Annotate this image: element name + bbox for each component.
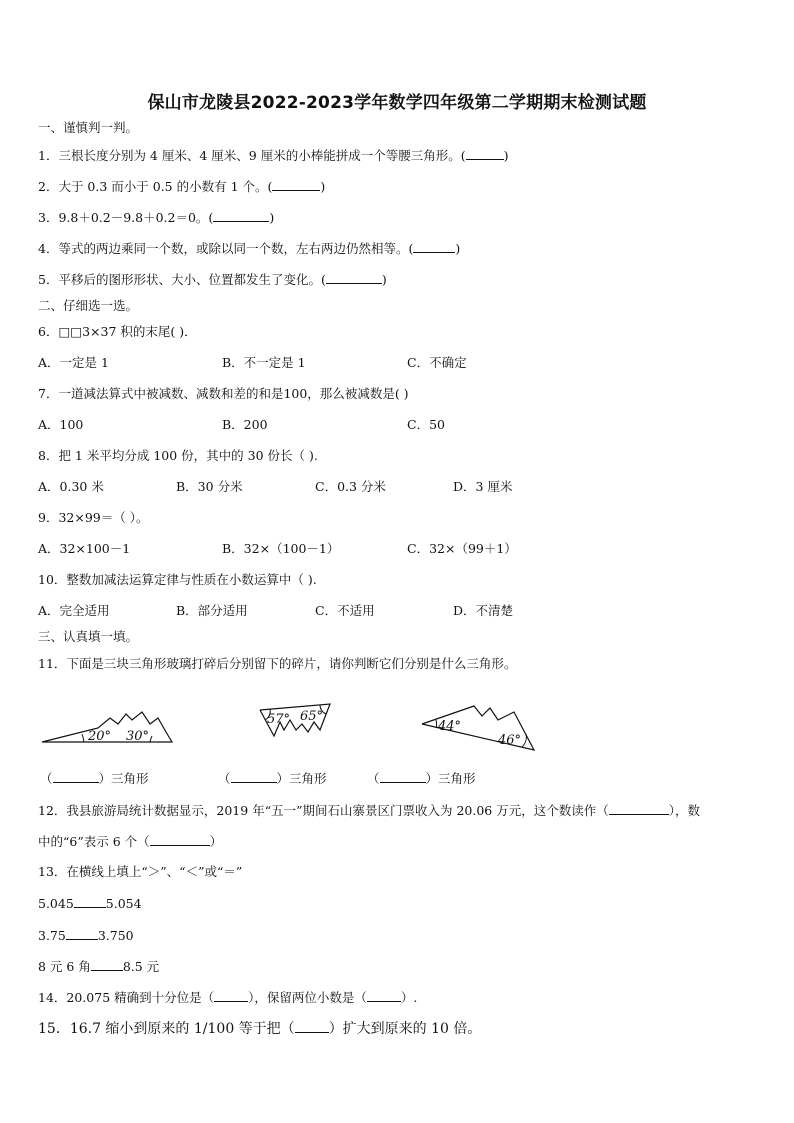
section-heading-fill: 三、认真填一填。	[38, 629, 139, 644]
question-12-line-2: 中的“6”表示 6 个（ ）	[38, 834, 223, 849]
question-2: 2．大于 0.3 而小于 0.5 的小数有 1 个。( )	[38, 179, 326, 194]
question-6-text: 6．□□3×37 积的末尾( )．	[38, 324, 197, 339]
section-heading-choose: 二、仔细选一选。	[38, 298, 139, 313]
question-1: 1．三根长度分别为 4 厘米、4 厘米、9 厘米的小棒能拼成一个等腰三角形。( )	[38, 148, 509, 163]
q14-answer-blank-2[interactable]	[367, 989, 401, 1002]
triangle-fragment-3-figure	[418, 702, 538, 752]
q13-compare-3: 8 元 6 角 8.5 元	[38, 959, 160, 974]
question-15: 15．16.7 缩小到原来的 1/100 等于把（ ）扩大到原来的 10 倍。	[38, 1021, 482, 1037]
q8-option-c[interactable]: C．0.3 分米	[315, 479, 386, 494]
q9-option-b[interactable]: B．32×（100－1）	[222, 541, 340, 556]
q12-answer-blank-1[interactable]	[609, 802, 669, 815]
q13-compare-blank-2[interactable]	[66, 927, 98, 940]
triangle-fragment-1-figure	[38, 706, 178, 748]
question-13-text: 13．在横线上填上“＞”、“＜”或“＝”	[38, 864, 243, 879]
angle-label-44: 44°	[438, 719, 462, 734]
question-14: 14．20.075 精确到十分位是（ ），保留两位小数是（ ）.	[38, 990, 418, 1005]
q9-option-a[interactable]: A．32×100－1	[38, 541, 131, 556]
answer-blank-4[interactable]	[413, 240, 455, 253]
question-1-text: 1．三根长度分别为 4 厘米、4 厘米、9 厘米的小棒能拼成一个等腰三角形。(	[38, 148, 466, 163]
question-3: 3．9.8＋0.2－9.8＋0.2＝0。( )	[38, 210, 275, 225]
answer-blank-1[interactable]	[466, 147, 504, 160]
question-5-text: 5．平移后的图形形状、大小、位置都发生了变化。(	[38, 272, 326, 287]
q11-answer-1: （ ）三角形	[40, 771, 149, 786]
answer-blank-5[interactable]	[326, 271, 382, 284]
question-2-text: 2．大于 0.3 而小于 0.5 的小数有 1 个。(	[38, 179, 273, 194]
angle-label-57: 57°	[267, 712, 291, 727]
q11-answer-2: （ ）三角形	[218, 771, 327, 786]
q13-compare-blank-3[interactable]	[91, 958, 123, 971]
angle-label-46: 46°	[498, 733, 522, 748]
question-12-line-1: 12．我县旅游局统计数据显示，2019 年“五一”期间石山寨景区门票收入为 20.06 万元，这个数读作（ ），数	[38, 803, 700, 818]
q6-option-a[interactable]: A．一定是 1	[38, 355, 109, 370]
q11-answer-3: （ ）三角形	[367, 771, 476, 786]
q11-answer-blank-1[interactable]	[53, 770, 99, 783]
q9-option-c[interactable]: C．32×（99＋1）	[407, 541, 517, 556]
angle-label-20: 20°	[88, 729, 112, 744]
page-title: 保山市龙陵县2022-2023学年数学四年级第二学期期末检测试题	[147, 93, 647, 113]
q10-option-c[interactable]: C．不适用	[315, 603, 375, 618]
triangle-fragment-2-figure	[256, 700, 336, 742]
section-heading-judge: 一、谨慎判一判。	[38, 120, 139, 135]
q11-answer-blank-2[interactable]	[231, 770, 277, 783]
q11-answer-blank-3[interactable]	[380, 770, 426, 783]
question-5: 5．平移后的图形形状、大小、位置都发生了变化。( )	[38, 272, 387, 287]
q6-option-b[interactable]: B．不一定是 1	[222, 355, 306, 370]
answer-blank-2[interactable]	[272, 178, 320, 191]
answer-blank-3[interactable]	[213, 209, 269, 222]
q8-option-b[interactable]: B．30 分米	[176, 479, 243, 494]
q8-option-a[interactable]: A．0.30 米	[38, 479, 104, 494]
question-7-text: 7．一道减法算式中被减数、减数和差的和是100，那么被减数是( )	[38, 386, 409, 401]
q6-option-c[interactable]: C．不确定	[407, 355, 467, 370]
q7-option-b[interactable]: B．200	[222, 417, 268, 432]
question-11-text: 11．下面是三块三角形玻璃打碎后分别留下的碎片，请你判断它们分别是什么三角形。	[38, 656, 517, 671]
question-10-text: 10．整数加减法运算定律与性质在小数运算中（ ).	[38, 572, 317, 587]
q12-answer-blank-2[interactable]	[150, 833, 210, 846]
angle-label-30: 30°	[126, 729, 150, 744]
question-3-text: 3．9.8＋0.2－9.8＋0.2＝0。(	[38, 210, 214, 225]
q10-option-d[interactable]: D．不清楚	[453, 603, 514, 618]
q13-compare-2: 3.75 3.750	[38, 928, 134, 943]
q7-option-a[interactable]: A．100	[38, 417, 84, 432]
question-8-text: 8．把 1 米平均分成 100 份，其中的 30 份长（ ).	[38, 448, 318, 463]
angle-label-65: 65°	[300, 709, 324, 724]
q10-option-a[interactable]: A．完全适用	[38, 603, 110, 618]
q15-answer-blank[interactable]	[295, 1020, 329, 1033]
q13-compare-blank-1[interactable]	[74, 895, 106, 908]
q10-option-b[interactable]: B．部分适用	[176, 603, 248, 618]
question-9-text: 9．32×99＝（ ）。	[38, 510, 149, 525]
question-4: 4．等式的两边乘同一个数，或除以同一个数，左右两边仍然相等。( )	[38, 241, 461, 256]
question-4-text: 4．等式的两边乘同一个数，或除以同一个数，左右两边仍然相等。(	[38, 241, 414, 256]
q13-compare-1: 5.045 5.054	[38, 896, 142, 911]
q7-option-c[interactable]: C．50	[407, 417, 445, 432]
q14-answer-blank-1[interactable]	[214, 989, 248, 1002]
q8-option-d[interactable]: D．3 厘米	[453, 479, 513, 494]
